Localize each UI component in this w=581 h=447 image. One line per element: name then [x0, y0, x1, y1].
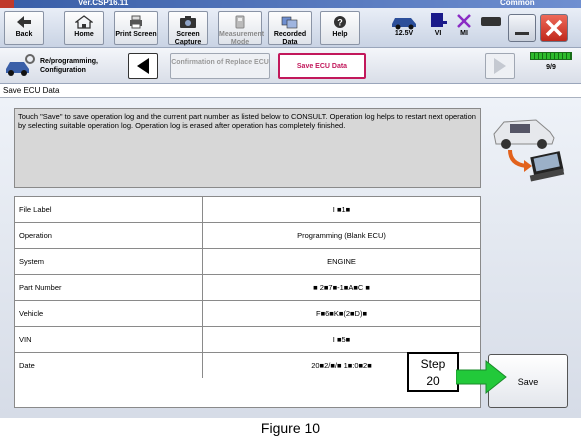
print-screen-button[interactable]: Print Screen	[114, 11, 158, 45]
figure-caption: Figure 10	[260, 420, 321, 436]
save-button[interactable]: Save	[488, 354, 568, 408]
connector-icon	[479, 12, 503, 30]
step-callout-line1: Step	[420, 357, 446, 371]
recorded-data-button[interactable]: Recorded Data	[268, 11, 312, 45]
mi-disconnected-icon	[455, 12, 473, 30]
reprogramming-label: Re/programming, Configuration	[40, 58, 98, 74]
table-row	[15, 275, 481, 301]
version-label: Ver.CSP16.11	[78, 0, 129, 7]
battery-voltage-status: 12.5V	[386, 12, 422, 37]
meter-icon	[231, 15, 249, 29]
row-value: I ■5■	[203, 327, 481, 353]
reprogramming-icon	[4, 51, 36, 79]
home-icon	[75, 15, 93, 29]
title-bar	[0, 0, 581, 8]
home-button[interactable]: Home	[64, 11, 104, 45]
mi-status: MI	[452, 12, 476, 37]
row-label: Part Number	[15, 275, 203, 301]
row-value: F■6■K■(2■D)■	[203, 301, 481, 327]
row-value: I ■1■	[203, 197, 481, 223]
vi-device-icon	[427, 12, 449, 30]
page-title: Save ECU Data	[0, 84, 581, 98]
step-callout-line2: 20	[426, 374, 440, 388]
screen-capture-button[interactable]: Screen Capture	[168, 11, 208, 45]
vi-status: VI	[424, 12, 452, 37]
triangle-right-icon	[486, 54, 514, 78]
progress-bar	[530, 52, 572, 60]
back-button[interactable]: Back	[4, 11, 44, 45]
table-row	[15, 197, 481, 223]
connection-status	[478, 12, 504, 30]
row-label: Operation	[15, 223, 203, 249]
minimize-icon	[509, 15, 535, 41]
row-label: File Label	[15, 197, 203, 223]
row-value: ENGINE	[203, 249, 481, 275]
help-icon	[331, 15, 349, 29]
car-to-laptop-illustration	[488, 104, 568, 184]
row-label: System	[15, 249, 203, 275]
mode-label: Common	[500, 0, 535, 7]
step-navigation	[0, 48, 581, 84]
svg-text:?: ?	[337, 17, 343, 28]
page-indicator: 9/9	[546, 64, 556, 71]
printer-icon	[127, 15, 145, 29]
close-icon	[541, 15, 567, 41]
nav-forward-button[interactable]	[485, 53, 515, 79]
help-button[interactable]: ? Help	[320, 11, 360, 45]
step-progress	[528, 52, 574, 80]
step-callout	[407, 352, 459, 392]
row-value: Programming (Blank ECU)	[203, 223, 481, 249]
reprogramming-mode-indicator	[4, 51, 124, 81]
car-battery-icon	[389, 12, 419, 30]
recorded-data-icon	[281, 15, 299, 29]
triangle-left-icon	[129, 54, 157, 78]
row-label: VIN	[15, 327, 203, 353]
table-row	[15, 249, 481, 275]
measurement-mode-button[interactable]: Measurement Mode	[218, 11, 262, 45]
back-arrow-icon	[15, 15, 33, 29]
table-row	[15, 327, 481, 353]
step-save-ecu-data: Save ECU Data	[278, 53, 366, 79]
row-label: Vehicle	[15, 301, 203, 327]
camera-icon	[179, 15, 197, 29]
row-value: 20■2/■/■ 1■:0■2■	[203, 353, 481, 379]
minimize-button[interactable]	[508, 14, 536, 42]
table-row	[15, 301, 481, 327]
toolbar	[0, 8, 581, 48]
table-row	[15, 223, 481, 249]
row-label: Date	[15, 353, 203, 379]
callout-arrow-icon	[456, 359, 508, 395]
step-confirmation-replace-ecu: Confirmation of Replace ECU	[170, 53, 270, 79]
instruction-message: Touch "Save" to save operation log and the current part number as listed below to CONSULT. Operation log helps to restart next operation by selecting suitable operation log. Operation log is erased after operation has completely finished.	[14, 108, 481, 188]
close-button[interactable]	[540, 14, 568, 42]
row-value: ■ 2■7■-1■A■C ■	[203, 275, 481, 301]
nav-back-button[interactable]	[128, 53, 158, 79]
